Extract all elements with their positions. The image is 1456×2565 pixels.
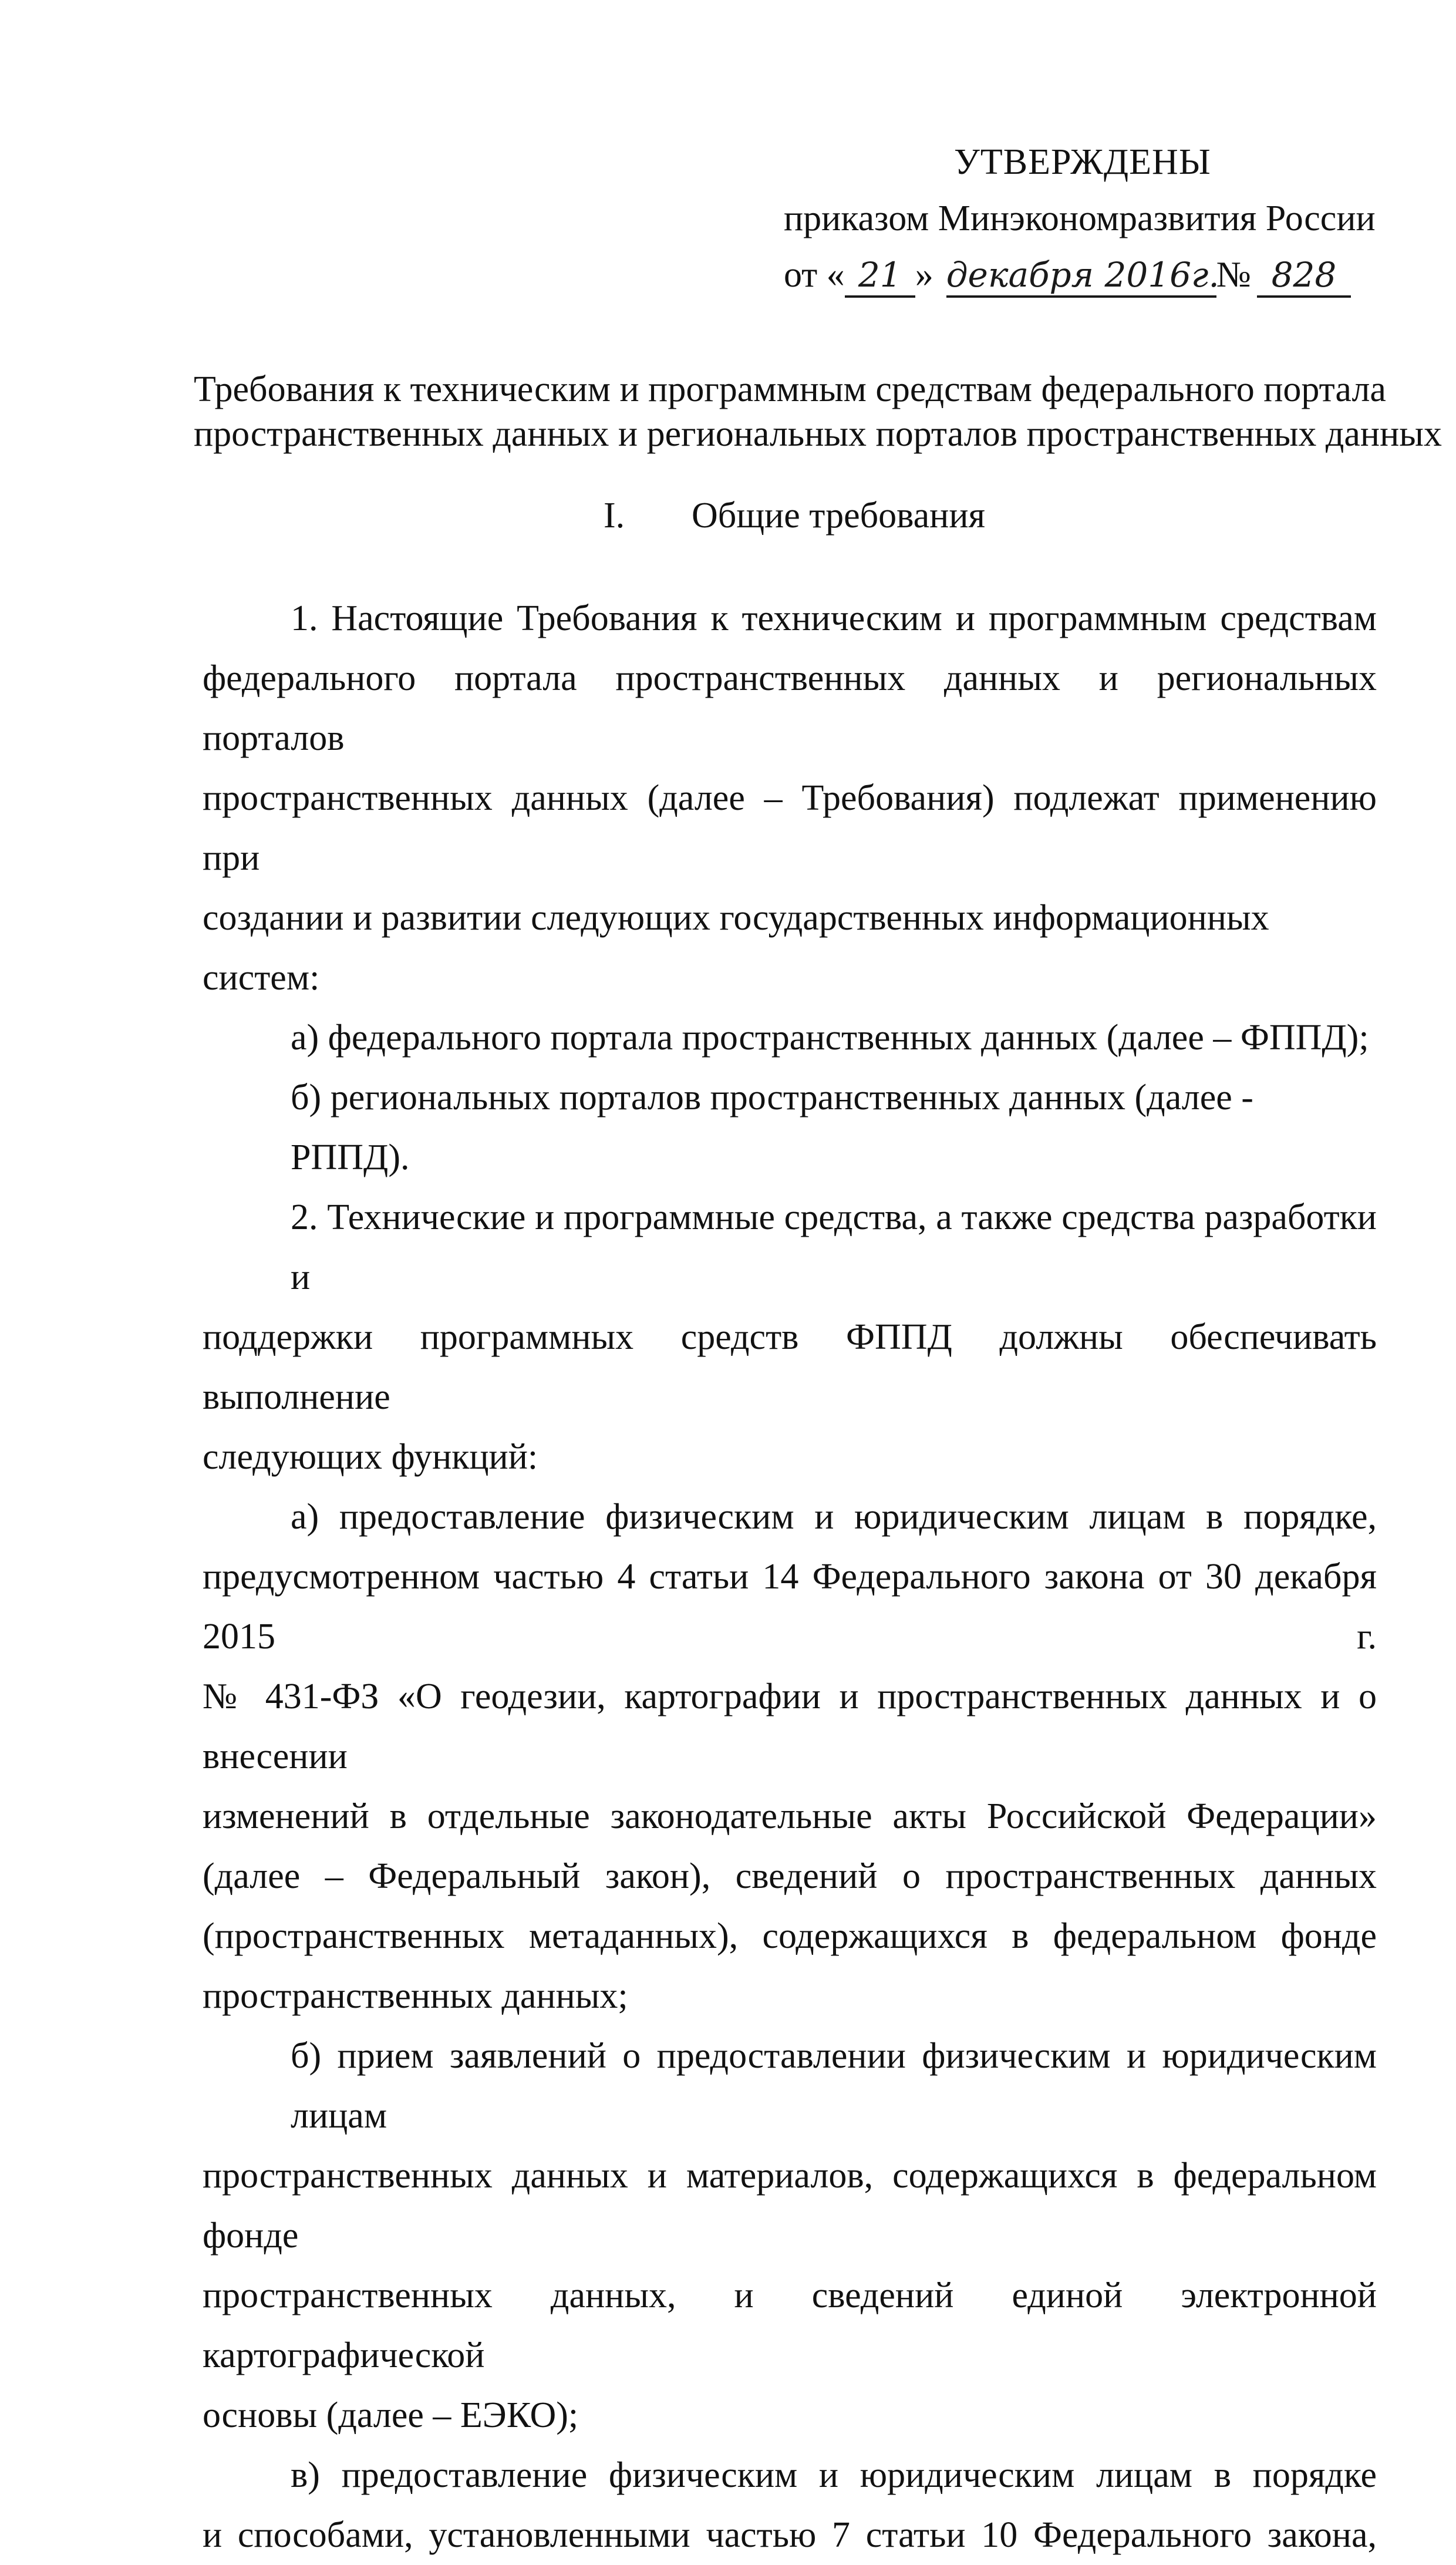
paragraph-line: (далее – Федеральный закон), сведений о пространственных данных [203, 1856, 1377, 1896]
number-label: № [1216, 255, 1251, 295]
paragraph-line: пространственных данных и материалов, содержащихся в федеральном фонде [203, 2156, 1377, 2256]
paragraph-line: в) предоставление физическим и юридическим лицам в порядке [291, 2455, 1377, 2495]
paragraph-line: и способами, установленными частью 7 статьи 10 Федерального закона, [203, 2515, 1377, 2555]
paragraph-line: № 431-ФЗ «О геодезии, картографии и пространственных данных и о внесении [203, 1677, 1377, 1776]
paragraph-line: а) предоставление физическим и юридическим лицам в порядке, [291, 1497, 1377, 1537]
handwritten-day: 21 [845, 254, 915, 298]
date-prefix: от « [784, 255, 845, 295]
paragraph-2 [203, 1187, 1377, 1487]
paragraph-line: б) прием заявлений о предоставлении физическим и юридическим лицам [291, 2036, 1377, 2136]
document-title [194, 367, 1442, 456]
paragraph-1b [203, 1068, 1377, 1187]
paragraph-line: создании и развитии следующих государственных информационных систем: [203, 898, 1269, 998]
paragraph-line: (пространственных метаданных), содержащихся в федеральном фонде [203, 1916, 1377, 1956]
paragraph-line: пространственных данных; [203, 1976, 628, 2016]
body-text [203, 588, 1377, 2565]
handwritten-month-year: декабря 2016г. [946, 254, 1216, 298]
paragraph-line: 2. Технические и программные средства, а также средства разработки и [291, 1197, 1377, 1297]
paragraph-line: поддержки программных средств ФППД должны обеспечивать выполнение [203, 1317, 1377, 1417]
paragraph-line: основы (далее – ЕЭКО); [203, 2395, 579, 2435]
paragraph-line: б) региональных порталов пространственных данных (далее - РППД). [291, 1078, 1253, 1177]
paragraph-line: а) федерального портала пространственных данных (далее – ФППД); [291, 1018, 1369, 1058]
approval-date-line [784, 247, 1351, 303]
paragraph-line: федерального портала пространственных данных и региональных порталов [203, 658, 1377, 758]
section-heading [604, 493, 985, 538]
paragraph-line: пространственных данных, и сведений единой электронной картографической [203, 2275, 1377, 2375]
paragraph-2c [203, 2445, 1377, 2565]
paragraph-1a [203, 1008, 1377, 1068]
paragraph-line: предусмотренном частью 4 статьи 14 Федерального закона от 30 декабря 2015 г. [203, 1557, 1377, 1657]
section-title: Общие требования [692, 496, 986, 536]
document-title-line-2: пространственных данных и региональных порталов пространственных данных [194, 414, 1442, 454]
paragraph-2a [203, 1487, 1377, 2026]
approval-order-line: приказом Минэкономразвития России [784, 198, 1376, 238]
date-mid: » [915, 255, 933, 295]
document-title-line-1: Требования к техническим и программным средствам федерального портала [194, 369, 1386, 409]
paragraph-line: пространственных данных (далее – Требования) подлежат применению при [203, 778, 1377, 878]
handwritten-order-number: 828 [1257, 254, 1351, 298]
paragraph-1 [203, 588, 1377, 1008]
paragraph-line: следующих функций: [203, 1437, 538, 1477]
paragraph-line: 1. Настоящие Требования к техническим и программным средствам [291, 598, 1377, 638]
paragraph-2b [203, 2026, 1377, 2445]
section-number: I. [604, 496, 625, 536]
paragraph-line: изменений в отдельные законодательные акты Российской Федерации» [203, 1796, 1377, 1836]
approval-title: УТВЕРЖДЕНЫ [954, 142, 1211, 182]
